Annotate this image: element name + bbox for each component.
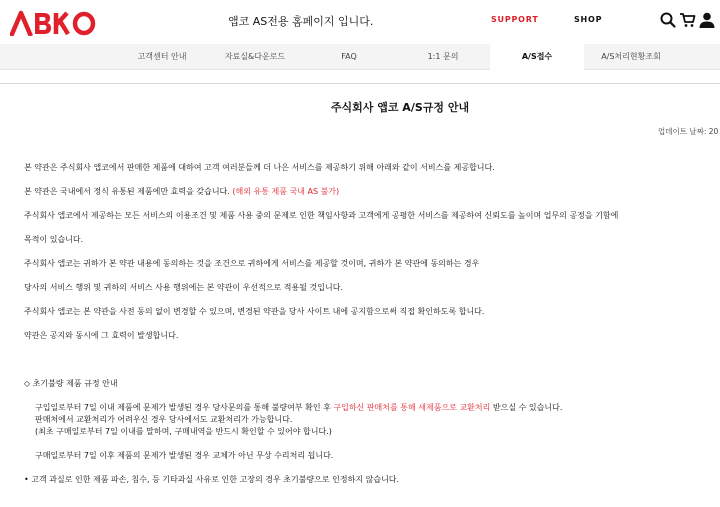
section-heading: ◇ 초기불량 제품 규정 안내 bbox=[24, 379, 118, 388]
tab-inquiry[interactable]: 1:1 문의 bbox=[427, 52, 459, 61]
cart-icon[interactable] bbox=[679, 11, 697, 29]
exchange-highlight: 구입하신 판매처를 통해 새제품으로 교환처리 bbox=[333, 403, 491, 412]
content-divider bbox=[0, 83, 720, 84]
support-tab-bar bbox=[0, 44, 720, 70]
overseas-warning: (해외 유통 제품 국내 AS 불가) bbox=[232, 187, 340, 196]
section-line: 판매처에서 교환처리가 어려우신 경우 당사에서도 교환처리가 가능합니다. bbox=[35, 415, 293, 424]
tab-faq[interactable]: FAQ bbox=[341, 52, 357, 61]
terms-paragraph: 주식회사 앱코에서 제공하는 모든 서비스의 이용조건 및 제품 사용 중의 문제로 인한 책임사항과 고객에게 공평한 서비스를 제공하여 신뢰도를 높이며 업무의 공정을 기함에 bbox=[24, 211, 619, 220]
section-line: • 고객 과실로 인한 제품 파손, 침수, 등 기타과실 사유로 인한 고장의 경우 초기불량으로 인정하지 않습니다. bbox=[24, 475, 400, 484]
search-icon[interactable] bbox=[659, 11, 677, 29]
nav-shop-link[interactable]: SHOP bbox=[574, 15, 603, 24]
update-date: 업데이트 날짜: 20 bbox=[658, 127, 719, 136]
tab-as-status[interactable]: A/S처리현황조회 bbox=[601, 52, 661, 61]
terms-paragraph: 주식회사 앱코는 본 약관을 사전 동의 없이 변경할 수 있으며, 변경된 약관을 당사 사이트 내에 공지함으로써 직접 확인하도록 합니다. bbox=[24, 307, 485, 316]
section-line: 구매일로부터 7일 이후 제품의 문제가 발생된 경우 교체가 아닌 무상 수리처리 됩니다. bbox=[35, 451, 334, 460]
terms-paragraph: 주식회사 앱코는 귀하가 본 약관 내용에 동의하는 것을 조건으로 귀하에게 서비스를 제공할 것이며, 귀하가 본 약관에 동의하는 경우 bbox=[24, 259, 480, 268]
user-icon[interactable] bbox=[698, 11, 716, 29]
page-title: 주식회사 앱코 A/S규정 안내 bbox=[330, 101, 470, 114]
terms-text: 본 약관은 국내에서 정식 유통된 제품에만 효력을 갖습니다. bbox=[24, 187, 233, 196]
site-header bbox=[0, 0, 720, 44]
section-line bbox=[35, 402, 562, 413]
section-text: 구입일로부터 7일 이내 제품에 문제가 발생된 경우 당사문의를 통해 불량여부 확인 후 bbox=[35, 403, 334, 412]
terms-paragraph: 당사의 서비스 행위 및 귀하의 서비스 사용 행위에는 본 약관이 우선적으로 적용될 것입니다. bbox=[24, 283, 343, 292]
tab-customer-center[interactable]: 고객센터 안내 bbox=[137, 52, 187, 61]
section-line: (최초 구매일로부터 7일 이내를 말하며, 구매내역을 반드시 확인할 수 있어야 합니다.) bbox=[35, 427, 332, 436]
terms-paragraph: 약관은 공지와 동시에 그 효력이 발생합니다. bbox=[24, 331, 179, 340]
tab-as-request[interactable]: A/S접수 bbox=[490, 44, 584, 71]
terms-paragraph bbox=[24, 186, 339, 197]
abko-logo[interactable] bbox=[10, 10, 100, 36]
header-title: 앱코 AS전용 홈페이지 입니다. bbox=[228, 15, 374, 28]
terms-paragraph: 본 약관은 주식회사 앱코에서 판매한 제품에 대하여 고객 여러분들께 더 나은 서비스를 제공하기 위해 아래와 같이 서비스를 제공합니다. bbox=[24, 163, 495, 172]
tab-downloads[interactable]: 자료실&다운로드 bbox=[224, 52, 286, 61]
nav-support-link[interactable]: SUPPORT bbox=[491, 15, 539, 24]
section-text: 받으실 수 있습니다. bbox=[490, 403, 563, 412]
terms-paragraph: 목적이 있습니다. bbox=[24, 235, 84, 244]
